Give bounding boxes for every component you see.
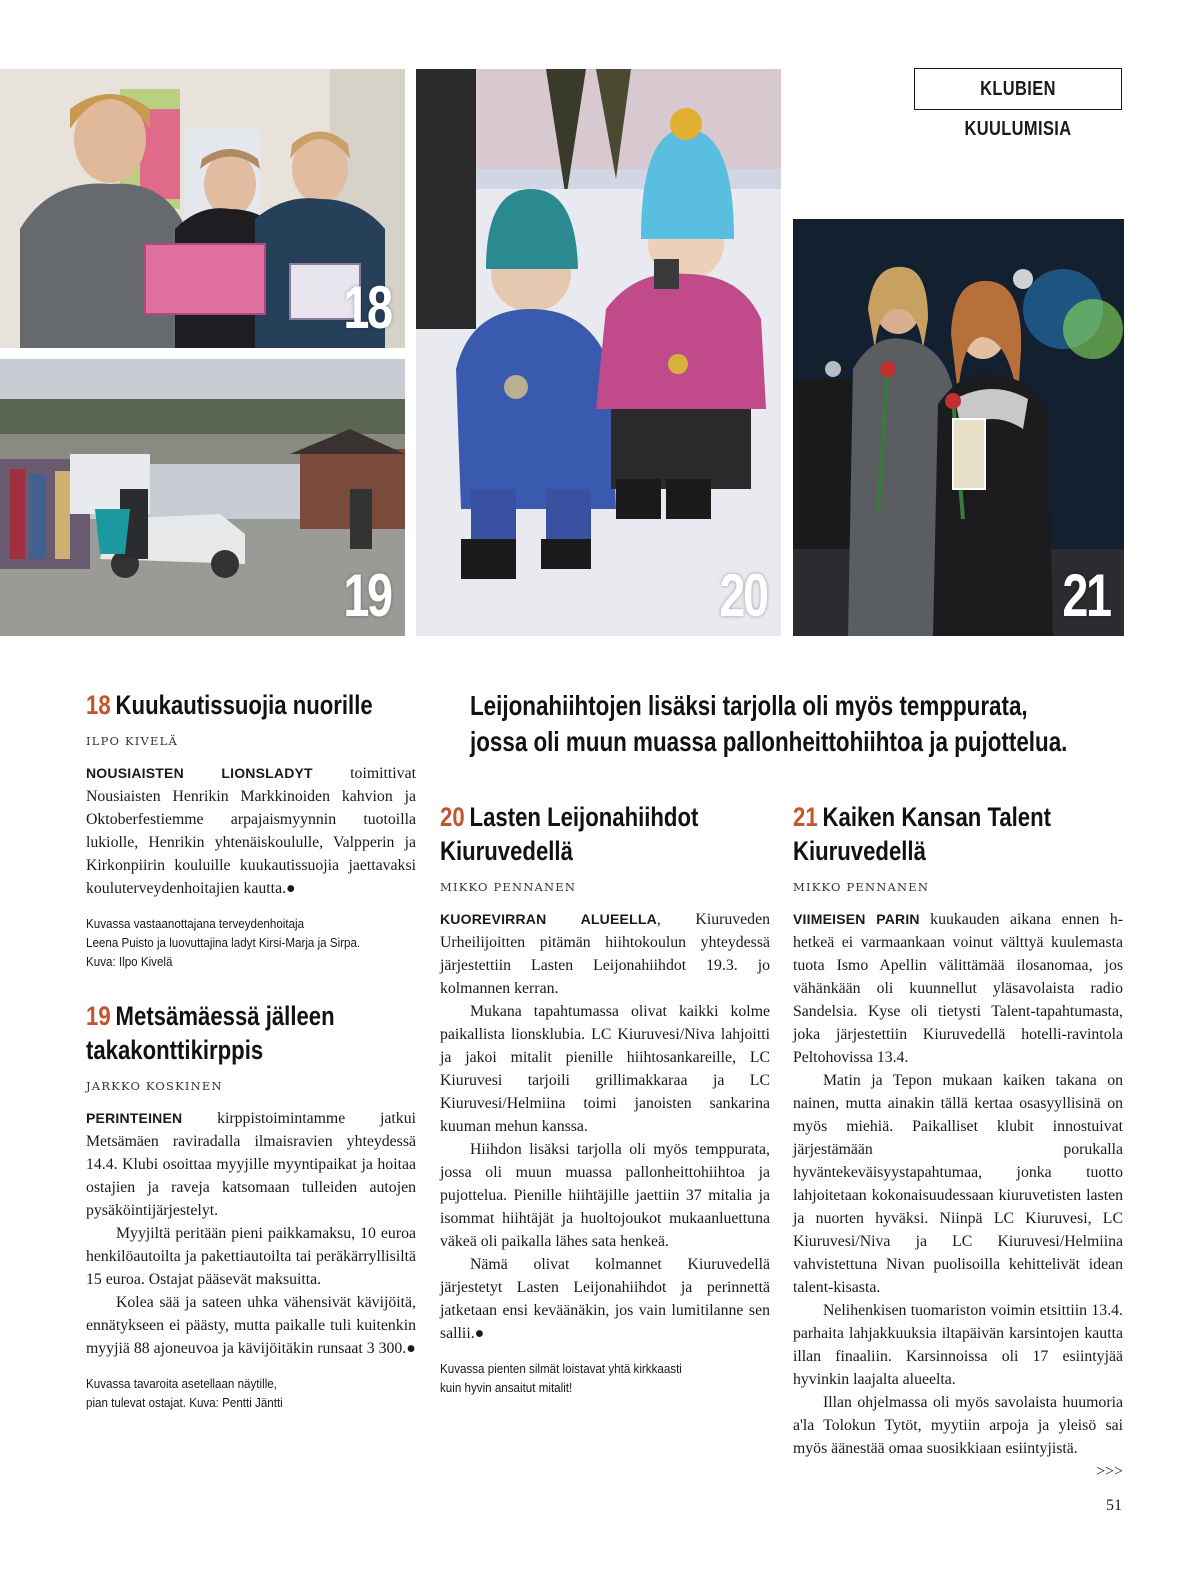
- article-19-lead: PERINTEINEN: [86, 1110, 183, 1126]
- article-21-title-line-1: Kaiken Kansan Talent: [822, 802, 1052, 832]
- article-21-paragraph-1-text: kuukauden aikana ennen h-hetkeä ei varmaankaan voinut välttyä kuulemasta tuota Ismo Apellin välittämää ilosanomaa, jos vähänkään oli kuunnellut yläsavolaista radio Sandelsia. Kyse oli tietysti Talent-tapahtumasta, joka järjestettiin Kiuruvedellä hotelli-ravintola Peltohovissa 13.4.: [793, 911, 1123, 1066]
- article-20: [440, 800, 770, 1397]
- article-18-title: [86, 688, 373, 722]
- article-20-paragraph-2: Mukana tapahtumassa olivat kaikki kolme paikallista lionsklubia. LC Kiuruvesi/Niva lahjoitti ja jakoi mitalit pienille hiihtosankareille, LC Kiuruvesi tarjoili grillimakkaraa ja LC Kiuruvesi/Helmiina toimi janoisten sankarina kuuman mehun kanssa.: [440, 1003, 770, 1135]
- article-21-paragraph-4-text: Illan ohjelmassa oli myös savolaista huumoria a'la Tolokun Tytöt, myytiin arpoja ja yleisö sai myös äänestää omaa suosikkiaan esiintyjistä.: [793, 1394, 1123, 1457]
- article-19-paragraph-2: Myyjiltä peritään pieni paikkamaksu, 10 euroa henkilöautoilta ja pakettiautoilta tai peräkärryllisiltä 15 euroa. Ostajat pääsevät maksuitta.: [86, 1225, 416, 1288]
- article-20-paragraph-1-text: , Kiuruveden Urheilijoitten pitämän hiihtokoulun yhteydessä järjestettiin Lasten Leijonahiihdot 19.3. jo kolmannen kerran.: [440, 911, 770, 997]
- article-18: [86, 688, 416, 971]
- photo-18-number: 18: [343, 274, 391, 341]
- section-tag-label: KLUBIEN KUULUMISIA: [964, 78, 1072, 140]
- article-21-number: 21: [793, 802, 818, 832]
- article-19-byline: JARKKO KOSKINEN: [86, 1079, 223, 1093]
- photo-20-number: 20: [719, 562, 767, 629]
- article-19-title: [86, 999, 357, 1067]
- article-20-title-line-2: Kiuruvedellä: [440, 836, 573, 866]
- article-18-caption-line-3: Kuva: Ilpo Kivelä: [86, 954, 173, 969]
- article-19-caption: [86, 1374, 376, 1412]
- article-18-title-line-1: Kuukautissuojia nuorille: [115, 690, 373, 720]
- column-right: [793, 800, 1123, 1483]
- article-21-title-line-2: Kiuruvedellä: [793, 836, 926, 866]
- article-21-paragraph-3: Nelihenkisen tuomariston voimin etsittiin 13.4. parhaita lahjakkuuksia iltapäivän karsintojen kautta illan finaaliin. Karsinnoissa oli 17 esiintyjää hyvinkin laajalta alueelta.: [793, 1302, 1123, 1388]
- article-21-body: [793, 908, 1123, 1480]
- article-21: [793, 800, 1123, 1480]
- photo-21-number: 21: [1062, 562, 1110, 629]
- article-21-continued-marker: >>>: [1096, 1463, 1123, 1480]
- article-20-caption: [440, 1359, 730, 1397]
- article-20-body: [440, 908, 770, 1345]
- article-18-paragraph-1: [86, 762, 416, 900]
- photo-21: [793, 219, 1124, 636]
- pullquote-line-1: Leijonahiihtojen lisäksi tarjolla oli myös temppurata,: [470, 690, 1028, 721]
- article-18-caption-line-2: Leena Puisto ja luovuttajina ladyt Kirsi-Marja ja Sirpa.: [86, 935, 361, 950]
- article-19-title-line-2: takakonttikirppis: [86, 1035, 264, 1065]
- photo-19: [0, 359, 405, 636]
- article-18-number: 18: [86, 690, 111, 720]
- article-21-lead: VIIMEISEN PARIN: [793, 911, 920, 927]
- page-number: 51: [1106, 1497, 1122, 1514]
- column-left: [86, 688, 416, 1412]
- article-21-title: [793, 800, 1064, 868]
- article-20-lead: KUOREVIRRAN ALUEELLA: [440, 911, 657, 927]
- article-18-caption-line-1: Kuvassa vastaanottajana terveydenhoitaja: [86, 916, 305, 931]
- article-20-paragraph-3: Hiihdon lisäksi tarjolla oli myös temppurata, jossa oli muun muassa pallonheittohiihtoa ja pujottelua. Pienille hiihtäjille jaettiin 37 mitalia ja isommat hiihtäjät ja huoltojoukot mukaanluettuna väkeä oli paikalla lähes sata henkeä.: [440, 1141, 770, 1250]
- article-18-lead: NOUSIAISTEN LIONSLADYT: [86, 765, 313, 781]
- article-19-paragraph-3: Kolea sää ja sateen uhka vähensivät kävijöitä, ennätykseen ei päästy, mutta paikalle tuli kuitenkin myyjiä 88 ajoneuvoa ja kävijöitäkin runsaat 3 300.●: [86, 1294, 416, 1357]
- article-20-byline: MIKKO PENNANEN: [440, 880, 577, 894]
- article-20-caption-line-1: Kuvassa pienten silmät loistavat yhtä kirkkaasti: [440, 1361, 682, 1376]
- article-19-number: 19: [86, 1001, 111, 1031]
- pullquote-line-2: jossa oli muun muassa pallonheittohiihtoa ja pujottelua.: [470, 726, 1068, 757]
- article-19-caption-line-2: pian tulevat ostajat. Kuva: Pentti Jäntti: [86, 1395, 283, 1410]
- article-20-number: 20: [440, 802, 465, 832]
- photo-20-image: [416, 69, 781, 636]
- article-20-caption-line-2: kuin hyvin ansaitut mitalit!: [440, 1380, 573, 1395]
- article-19-paragraph-1: [86, 1107, 416, 1222]
- article-18-byline: ILPO KIVELÄ: [86, 734, 178, 748]
- article-19: [86, 999, 416, 1412]
- article-21-paragraph-1: [793, 908, 1123, 1069]
- article-20-title-line-1: Lasten Leijonahiihdot: [469, 802, 699, 832]
- article-20-paragraph-4: Nämä olivat kolmannet Kiuruvedellä järjestetyt Lasten Leijonahiihdot ja perinnettä jatketaan ensi keväänäkin, jos vain lumitilanne sen sallii.●: [440, 1256, 770, 1342]
- column-middle: [440, 800, 770, 1397]
- photo-18: [0, 69, 405, 348]
- article-18-paragraph-1-text: toimittivat Nousiaisten Henrikin Markkinoiden kahvion ja Oktoberfestiemme arpajaismyynnin tuotoilla lukiolle, Henrikin yhtenäiskoululle, Valpperin ja Kirkonpiirin kouluille kuukautissuojia jaettavaksi kouluterveydenhoitajien kautta.●: [86, 765, 416, 897]
- article-19-body: [86, 1107, 416, 1360]
- article-21-paragraph-4: [793, 1391, 1123, 1480]
- section-tag: [914, 68, 1122, 140]
- article-19-paragraph-1-text: kirppistoimintamme jatkui Metsämäen raviradalla ilmaisravien yhteydessä 14.4. Klubi osoittaa myyjille myyntipaikat ja hoitaa ostajien ja raveja katsomaan tulleiden autojen pysäköintijärjestelyt.: [86, 1110, 416, 1219]
- photo-19-number: 19: [343, 562, 391, 629]
- article-21-byline: MIKKO PENNANEN: [793, 880, 930, 894]
- article-19-caption-line-1: Kuvassa tavaroita asetellaan näytille,: [86, 1376, 277, 1391]
- article-20-paragraph-1: [440, 908, 770, 1000]
- article-20-title: [440, 800, 711, 868]
- article-18-caption: [86, 914, 376, 971]
- article-21-paragraph-2: Matin ja Tepon mukaan kaiken takana on nainen, mutta ainakin tällä kertaa osasyyllisinä on myös miehiä. Paikalliset klubit innostuivat järjestämään porukalla hyväntekeväisyystapahtumaa, jonka tuotto lahjoitetaan kokonaisuudessaan kiuruvetisten lasten ja nuorten hyväksi. Niinpä LC Kiuruvesi, LC Kiuruvesi/Niva ja LC Kiuruvesi/Helmiina vahvistettuna Nivan puolisoilla kehittelivät idean talent-kisasta.: [793, 1072, 1123, 1296]
- article-18-body: [86, 762, 416, 900]
- article-19-title-line-1: Metsämäessä jälleen: [115, 1001, 335, 1031]
- photo-20: [416, 69, 781, 636]
- pullquote: [470, 688, 1067, 760]
